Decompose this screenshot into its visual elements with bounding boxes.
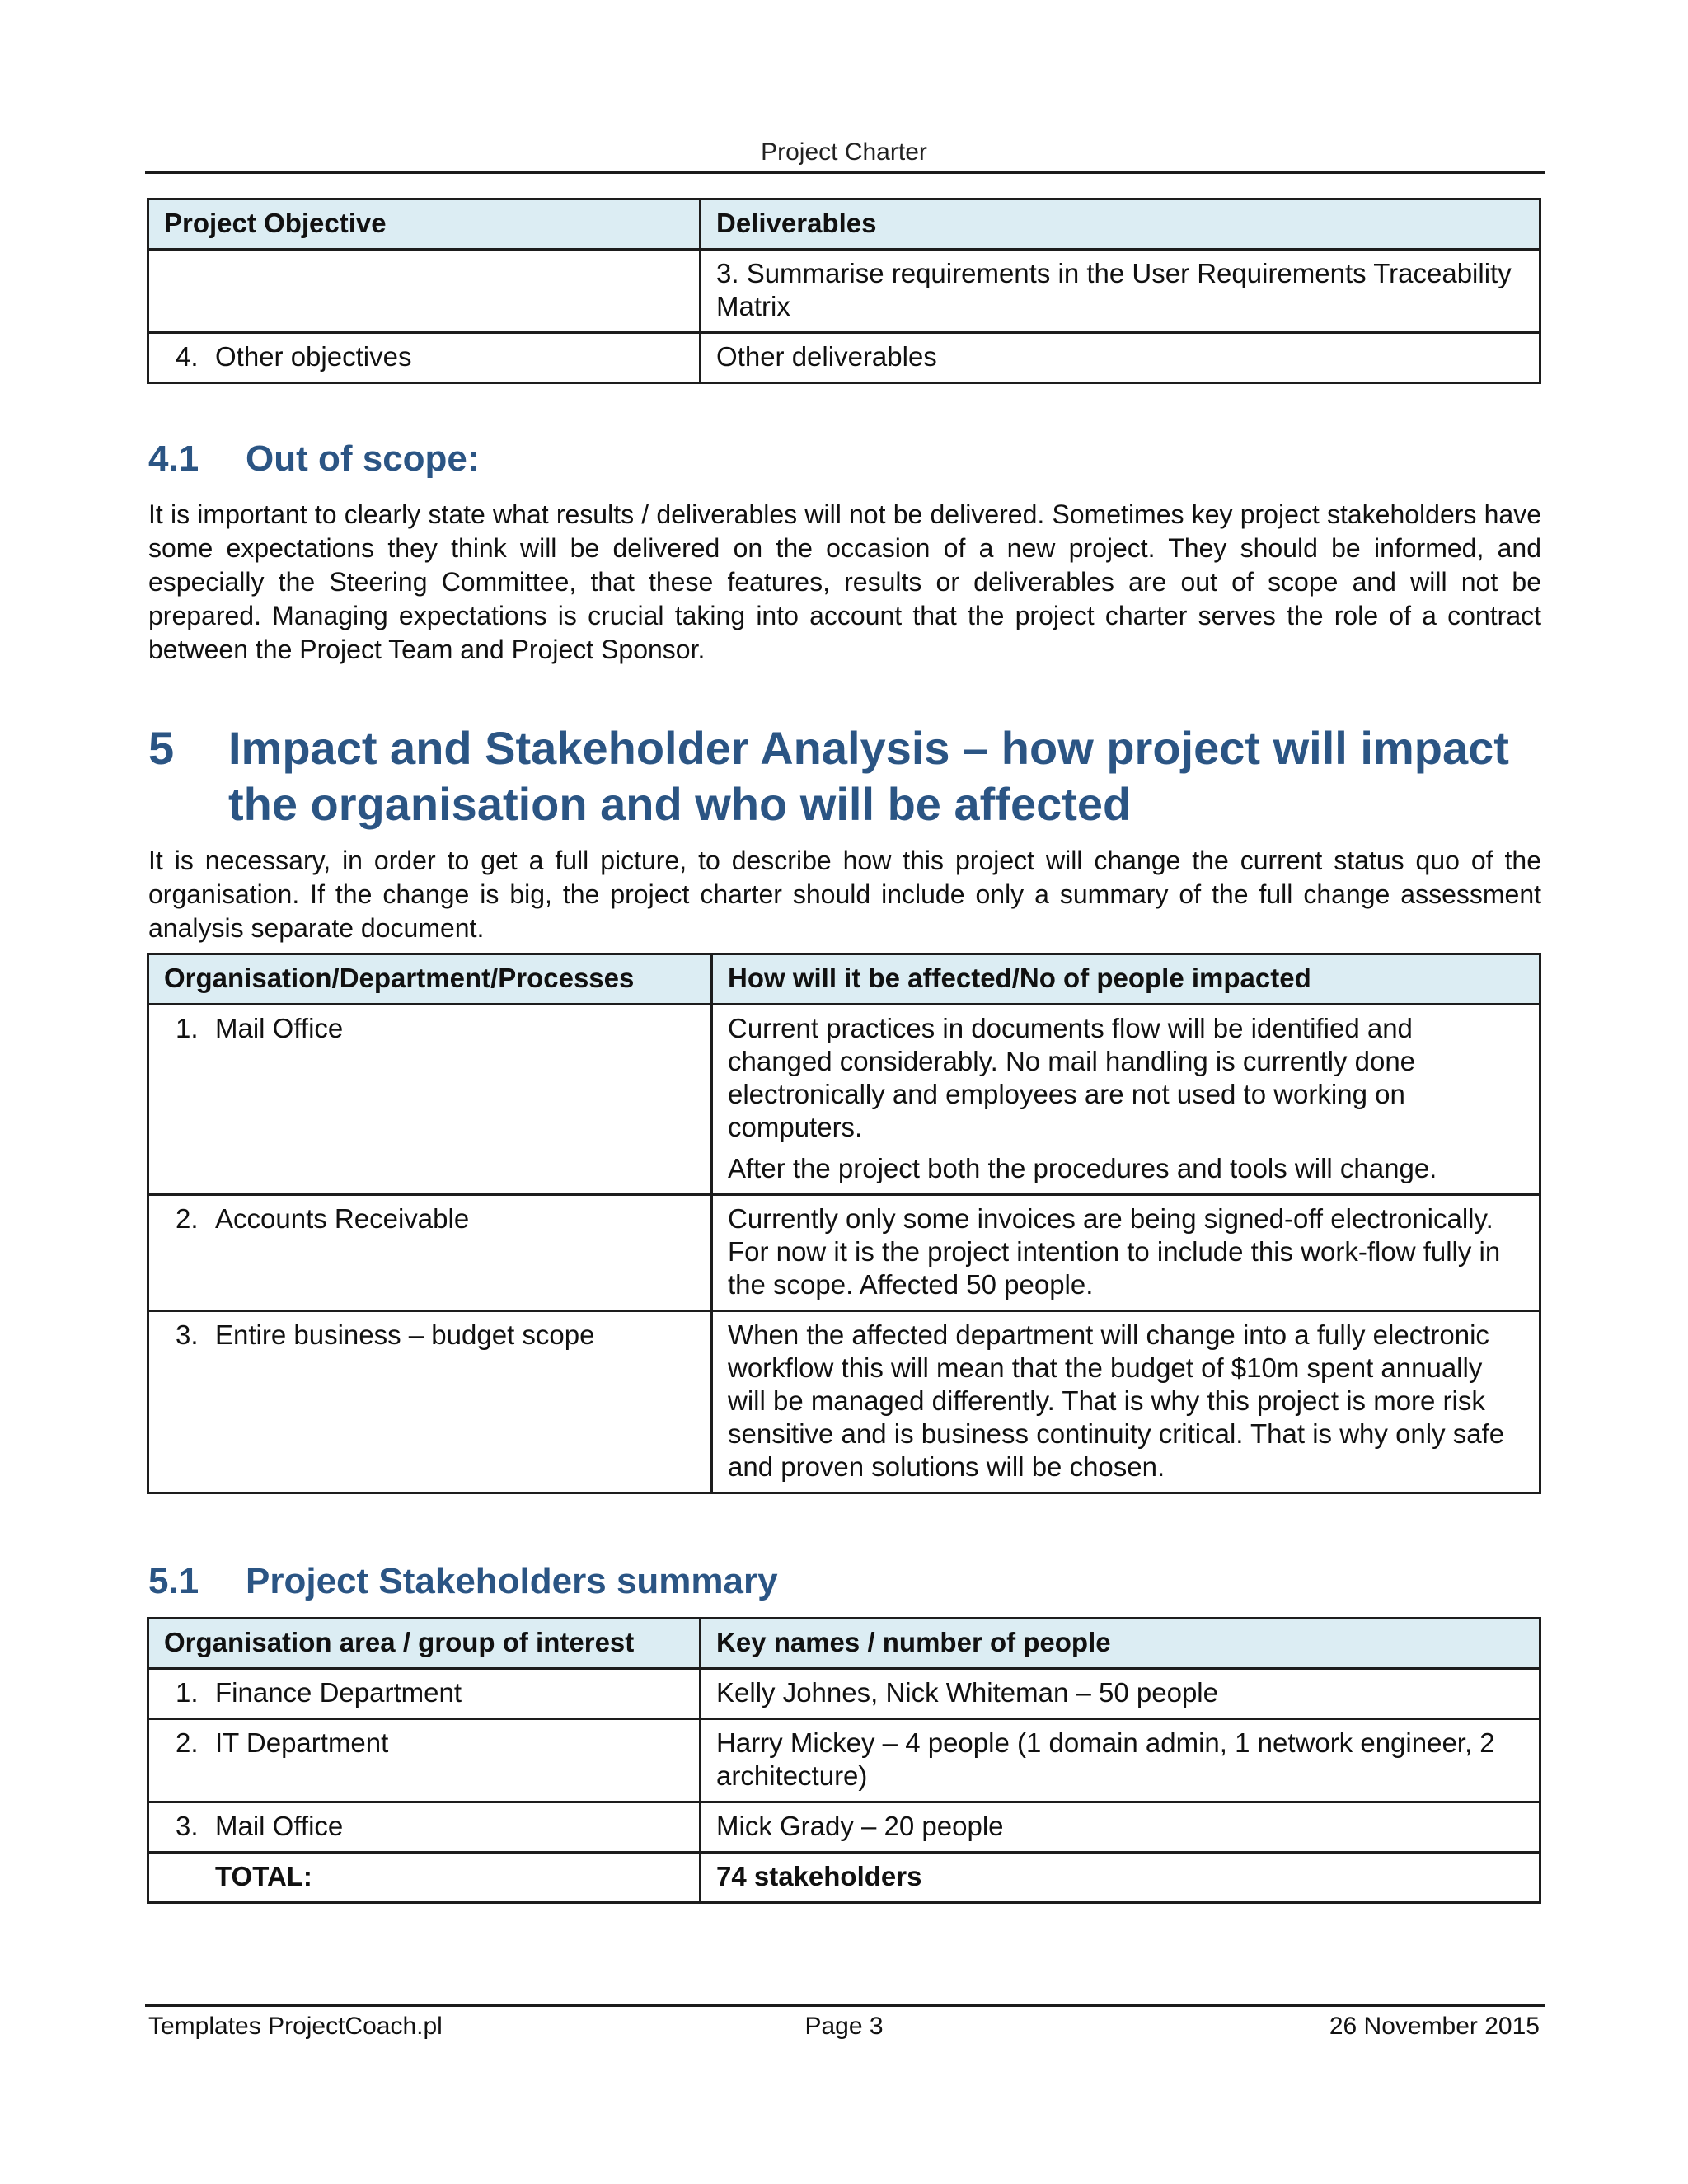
area-text: Finance Department — [215, 1677, 462, 1708]
area-cell — [148, 1669, 701, 1719]
column-header-organisation: Organisation/Department/Processes — [148, 954, 712, 1005]
area-text: IT Department — [215, 1727, 389, 1758]
impact-paragraph: It is necessary, in order to get a full picture, to describe how this project will change the current status quo of the organisation. If the change is big, the project charter should include only a summary of the full change assessment analysis separate document. — [148, 846, 1541, 943]
footer-divider — [145, 2004, 1545, 2007]
impact-cell — [712, 1195, 1540, 1311]
footer-date: 26 November 2015 — [1329, 2013, 1540, 2040]
row-number: 1. — [176, 1013, 199, 1043]
table-row — [148, 333, 1540, 383]
objectives-table — [147, 198, 1541, 384]
section-heading-stakeholders — [148, 1561, 778, 1602]
objective-cell — [148, 333, 701, 383]
footer-page-number: Page 3 — [804, 2013, 884, 2040]
names-cell: Kelly Johnes, Nick Whiteman – 50 people — [701, 1669, 1540, 1719]
table-row — [148, 1802, 1540, 1853]
area-text: Mail Office — [215, 1013, 344, 1043]
deliverable-cell: Other deliverables — [701, 333, 1540, 383]
area-cell — [148, 1719, 701, 1802]
total-row — [148, 1853, 1540, 1903]
area-text: Mail Office — [215, 1811, 344, 1841]
total-value-cell: 74 stakeholders — [701, 1853, 1540, 1903]
impact-extra-text: After the project both the procedures and tools will change. — [728, 1153, 1437, 1183]
area-text: Accounts Receivable — [215, 1203, 470, 1234]
out-of-scope-paragraph: It is important to clearly state what results / deliverables will not be delivered. Sometimes key project stakeholders have some expectations they think will be delivered on the occasion of a new project. They should be informed, and especially the Steering Committee, that these features, results or deliverables are out of scope and will not be prepared. Managing expectations is crucial taking into account that the project charter serves the role of a contract between the Project Team and Project Sponsor. — [148, 499, 1541, 664]
row-number: 2. — [176, 1727, 199, 1758]
section-number: 5 — [148, 722, 175, 774]
names-cell: Harry Mickey – 4 people (1 domain admin, 1 network engineer, 2 architecture) — [701, 1719, 1540, 1802]
area-text: Entire business – budget scope — [215, 1319, 595, 1350]
table-header-row — [148, 1619, 1540, 1669]
area-cell — [148, 1311, 712, 1493]
section-number: 5.1 — [148, 1561, 199, 1601]
total-label-cell — [148, 1853, 701, 1903]
column-header-impact: How will it be affected/No of people impacted — [712, 954, 1540, 1005]
header-divider — [145, 171, 1545, 174]
section-title: Impact and Stakeholder Analysis – how project will impact the organisation and who will be affected — [228, 722, 1509, 830]
table-row — [148, 250, 1540, 333]
impact-cell — [712, 1311, 1540, 1493]
page-header-title: Project Charter — [761, 138, 927, 166]
impact-table — [147, 953, 1541, 1494]
impact-text: Currently only some invoices are being signed-off electronically. For now it is the project intention to include this work-flow fully in the scope. Affected 50 people. — [728, 1203, 1501, 1300]
section-heading-impact — [148, 720, 1550, 832]
row-number: 1. — [176, 1677, 199, 1708]
row-number: 2. — [176, 1203, 199, 1234]
footer-source: Templates ProjectCoach.pl — [148, 2013, 443, 2040]
column-header-objective: Project Objective — [148, 199, 701, 250]
impact-cell — [712, 1005, 1540, 1195]
impact-text: Current practices in documents flow will be identified and changed considerably. No mail handling is currently done electronically and employees are not used to working on computers. — [728, 1013, 1416, 1142]
row-number: 3. — [176, 1319, 199, 1350]
row-number: 4. — [176, 341, 199, 372]
impact-text: When the affected department will change into a fully electronic workflow this will mean that the budget of $10m spent annually will be managed differently. That is why this project is more risk sensitive and is business continuity critical. That is why only safe and proven solutions will be chosen. — [728, 1319, 1505, 1482]
area-cell — [148, 1005, 712, 1195]
table-row — [148, 1311, 1540, 1493]
section-number: 4.1 — [148, 438, 199, 479]
section-title: Out of scope: — [246, 438, 480, 479]
table-header-row — [148, 954, 1540, 1005]
total-label: TOTAL: — [215, 1861, 312, 1891]
deliverable-cell: 3. Summarise requirements in the User Requirements Traceability Matrix — [701, 250, 1540, 333]
table-row — [148, 1669, 1540, 1719]
column-header-names: Key names / number of people — [701, 1619, 1540, 1669]
table-row — [148, 1719, 1540, 1802]
objective-text: Other objectives — [215, 341, 412, 372]
table-row — [148, 1005, 1540, 1195]
table-header-row — [148, 199, 1540, 250]
column-header-area: Organisation area / group of interest — [148, 1619, 701, 1669]
stakeholder-table — [147, 1617, 1541, 1904]
column-header-deliverables: Deliverables — [701, 199, 1540, 250]
names-cell: Mick Grady – 20 people — [701, 1802, 1540, 1853]
area-cell — [148, 1802, 701, 1853]
table-row — [148, 1195, 1540, 1311]
objective-cell — [148, 250, 701, 333]
area-cell — [148, 1195, 712, 1311]
section-title: Project Stakeholders summary — [246, 1561, 778, 1601]
section-heading-out-of-scope — [148, 438, 480, 480]
row-number: 3. — [176, 1811, 199, 1841]
